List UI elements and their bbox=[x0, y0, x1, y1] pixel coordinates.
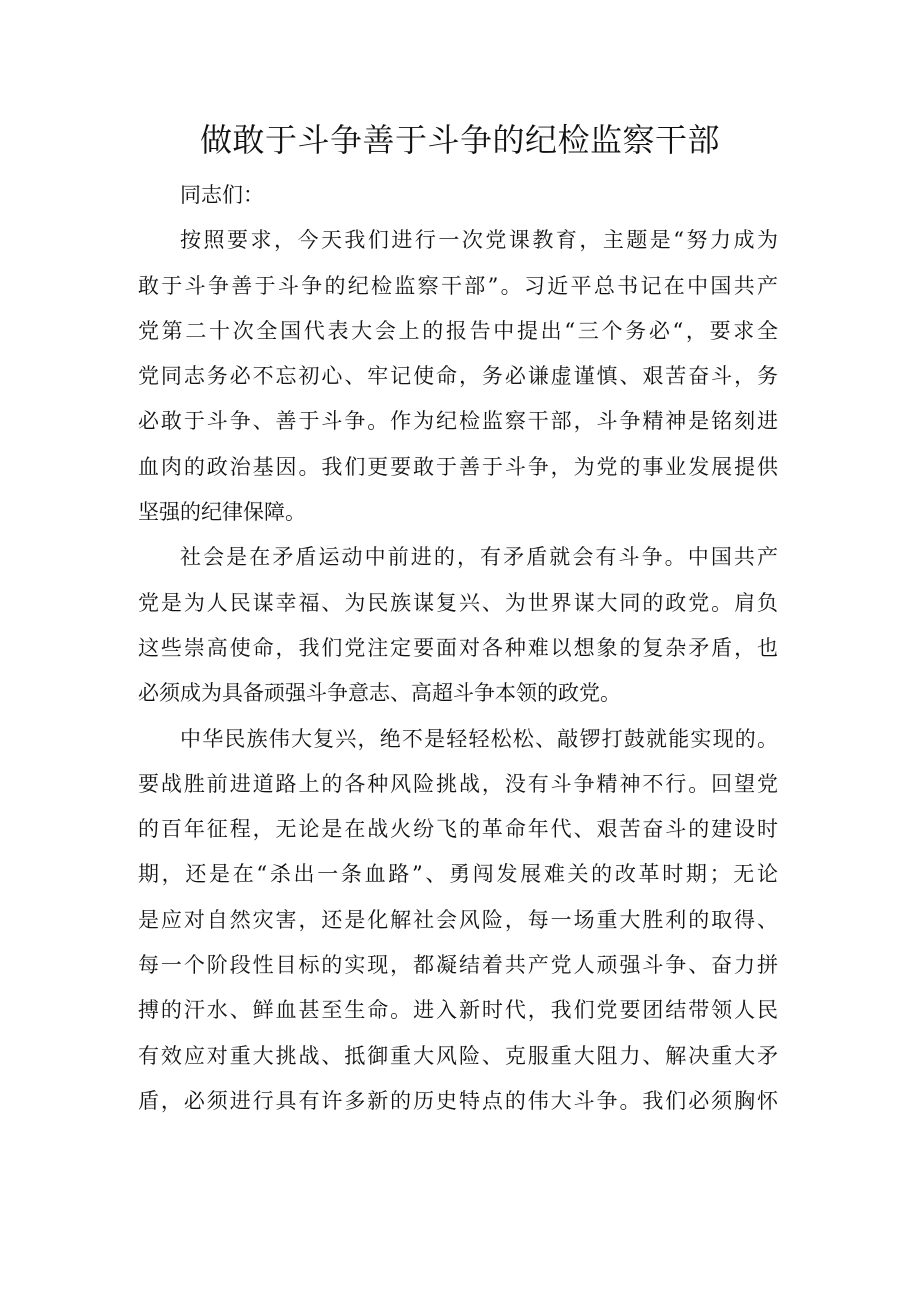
text-line: 要战胜前进道路上的各种风险挑战，没有斗争精神不行。回望党 bbox=[138, 771, 778, 796]
text-line: 每一个阶段性目标的实现，都凝结着共产党人顽强斗争、奋力拼 bbox=[138, 953, 778, 978]
text-line: 必敢于斗争、善于斗争。作为纪检监察干部，斗争精神是铭刻进 bbox=[138, 409, 778, 434]
document-title: 做敢于斗争善于斗争的纪检监察干部 bbox=[199, 121, 720, 159]
document-body bbox=[138, 173, 778, 1124]
text-line: 有效应对重大挑战、抵御重大风险、克服重大阻力、解决重大矛 bbox=[138, 1043, 778, 1068]
text-line: 按照要求，今天我们进行一次党课教育，主题是“努力成为 bbox=[180, 228, 778, 253]
text-line: 同志们： bbox=[180, 183, 264, 207]
text-line: 中华民族伟大复兴，绝不是轻轻松松、敲锣打鼓就能实现的。 bbox=[180, 726, 778, 751]
text-line: 敢于斗争善于斗争的纪检监察干部”。习近平总书记在中国共产 bbox=[138, 273, 778, 298]
text-line: 血肉的政治基因。我们更要敢于善于斗争，为党的事业发展提供 bbox=[138, 454, 778, 479]
text-line: 是应对自然灾害，还是化解社会风险，每一场重大胜利的取得、 bbox=[138, 907, 778, 932]
text-line: 坚强的纪律保障。 bbox=[138, 500, 306, 525]
text-line: 必须成为具备顽强斗争意志、高超斗争本领的政党。 bbox=[138, 681, 621, 706]
text-line: 盾，必须进行具有许多新的历史特点的伟大斗争。我们必须胸怀 bbox=[138, 1088, 778, 1113]
text-line: 党同志务必不忘初心、牢记使命，务必谦虚谨慎、艰苦奋斗，务 bbox=[138, 364, 778, 389]
text-line: 党是为人民谋幸福、为民族谋复兴、为世界谋大同的政党。肩负 bbox=[138, 590, 778, 615]
text-line: 搏的汗水、鲜血甚至生命。进入新时代，我们党要团结带领人民 bbox=[138, 998, 778, 1023]
text-line: 的百年征程，无论是在战火纷飞的革命年代、艰苦奋斗的建设时 bbox=[138, 817, 778, 842]
text-line: 期，还是在“杀出一条血路”、勇闯发展难关的改革时期；无论 bbox=[138, 862, 778, 887]
text-line: 党第二十次全国代表大会上的报告中提出“三个务必“，要求全 bbox=[138, 318, 778, 343]
text-line: 社会是在矛盾运动中前进的，有矛盾就会有斗争。中国共产 bbox=[180, 545, 778, 570]
text-line: 这些崇高使命，我们党注定要面对各种难以想象的复杂矛盾，也 bbox=[138, 635, 778, 660]
